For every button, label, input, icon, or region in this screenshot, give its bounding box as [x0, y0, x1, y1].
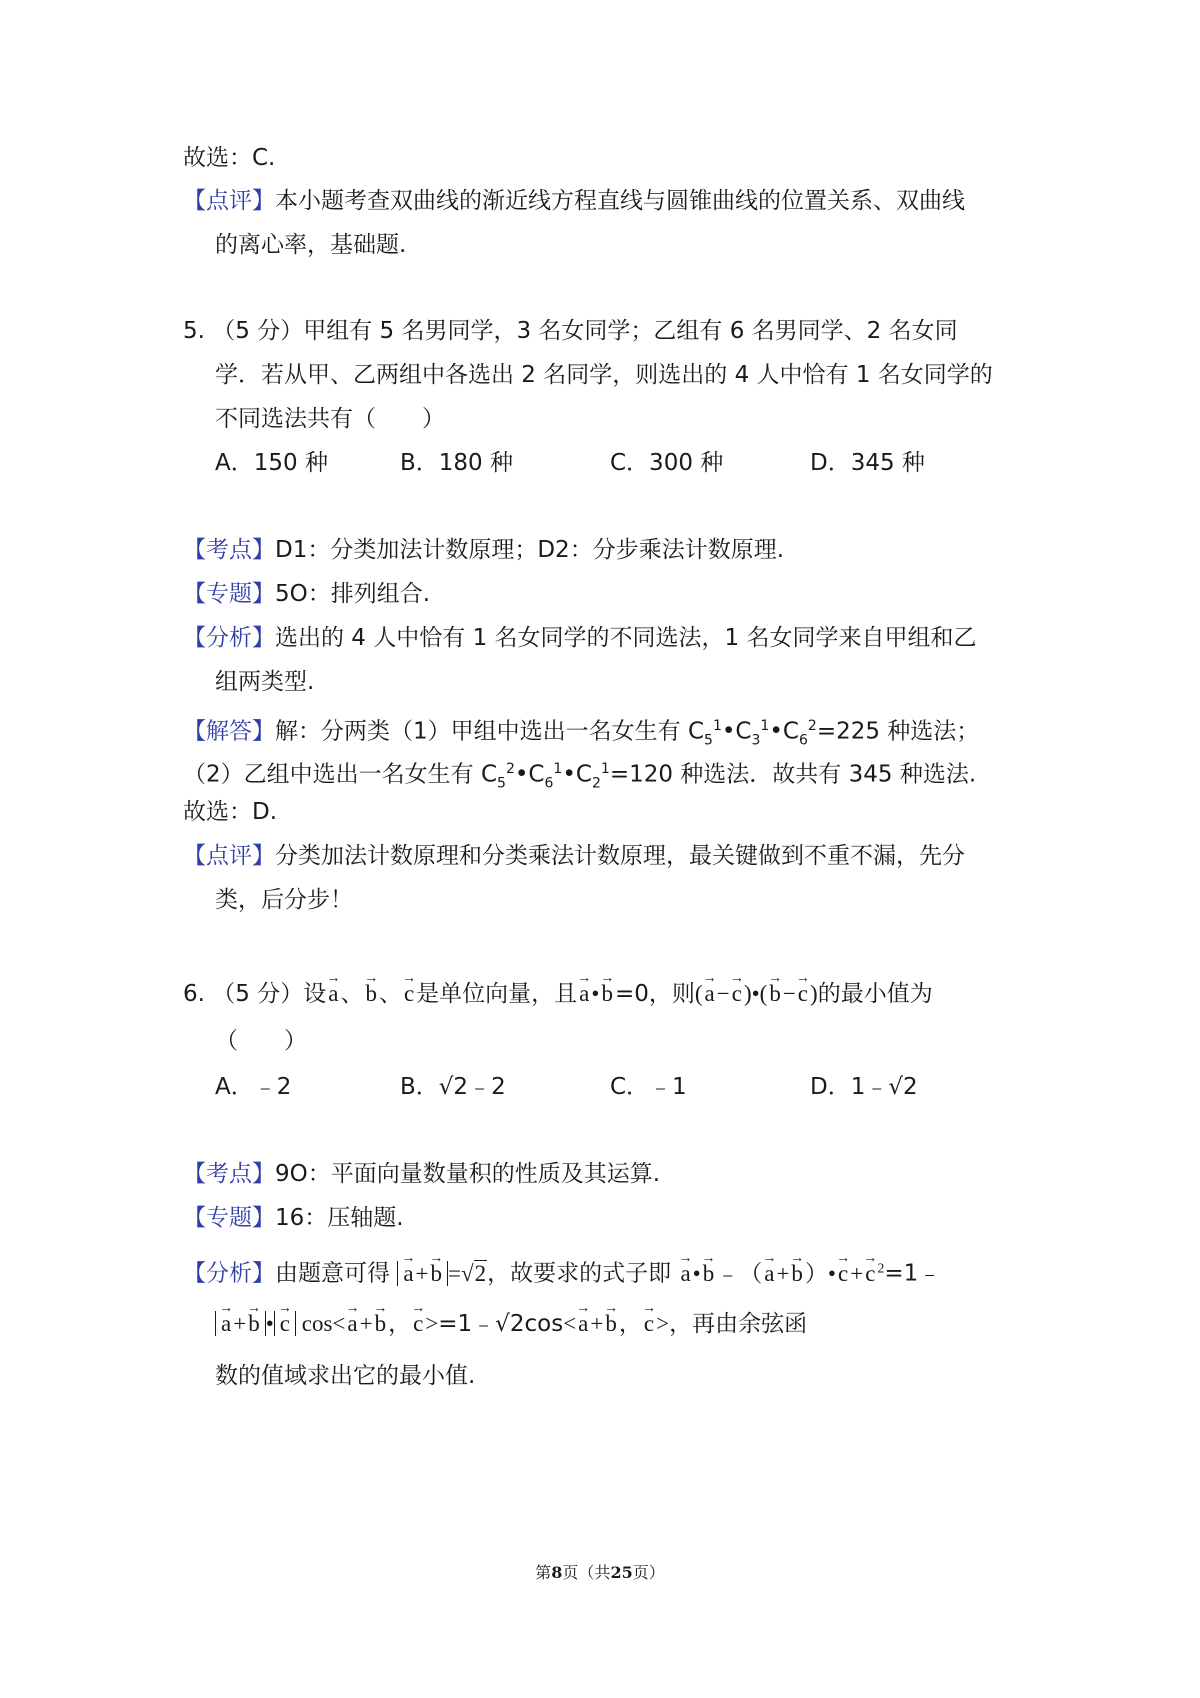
- q5-option-c: C．300 种: [610, 450, 724, 476]
- q6-paren: （ ）: [215, 1028, 307, 1054]
- fenxi-text-b: ，故要求的式子即: [487, 1260, 672, 1287]
- dianping-text: 分类加法计数原理和分类乘法计数原理，最关键做到不重不漏，先分: [275, 843, 965, 869]
- kaodian-tag: 【考点】: [183, 537, 275, 563]
- q5-stem-text: 甲组有 5 名男同学，3 名女同学；乙组有 6 名男同学、2 名女同: [303, 318, 958, 344]
- q6-stem-d: 的最小值为: [817, 981, 933, 1007]
- q5-answer: 故选：D.: [183, 799, 278, 825]
- q6-number: 6.: [183, 981, 205, 1007]
- zhuanti-tag: 【专题】: [183, 1205, 275, 1231]
- q5-jieda-line-1: 【解答】解：分两类（1）甲组中选出一名女生有 $C_5^1•C_3^1•C_6^2=225$ 种选法；: [183, 718, 980, 749]
- review-tag: 【点评】: [183, 188, 275, 214]
- q6-stem-c: =0，则: [614, 981, 695, 1007]
- q5-jieda-line-2: （2）乙组中选出一名女生有 $C_5^2•C_6^1•C_2^1=120$ 种选法．故共有 345 种选法.: [183, 761, 977, 792]
- q5-option-b: B．180 种: [400, 450, 513, 476]
- q5-dianping-line-2: 类，后分步！: [215, 887, 353, 913]
- jieda-text-a: 解：分两类（1）甲组中选出一名女生有 C: [275, 718, 705, 745]
- fenxi-text: 选出的 4 人中恰有 1 名女同学的不同选法，1 名女同学来自甲组和乙: [275, 625, 977, 651]
- q6-fenxi-line-1: 【分析】由题意可得 → a+→ b =√2，故要求的式子即 → a•→ b﹣（→ a+→ b）•→ c+→ c $^2$=1﹣: [183, 1255, 941, 1288]
- prev-review-line-2: 的离心率，基础题.: [215, 232, 407, 258]
- q5-score: （5 分）: [212, 318, 304, 344]
- kaodian-text: 9O：平面向量数量积的性质及其运算.: [275, 1161, 661, 1187]
- q6-option-d: D．1﹣√2: [810, 1074, 918, 1100]
- q6-stem-a: 设: [303, 981, 327, 1007]
- page-number: 8: [551, 1563, 563, 1582]
- q6-fenxi-line-2: → a+→ b •→ c cos<→ a+→ b，→ c>=1﹣√2cos<→ a+→ b，→ c>，再由余弦函: [215, 1310, 807, 1338]
- q5-kaodian: [183, 536, 784, 564]
- fenxi-tag: 【分析】: [183, 1260, 275, 1287]
- fenxi-text-e: ，再由余弦函: [669, 1311, 808, 1337]
- kaodian-tag: 【考点】: [183, 1161, 275, 1187]
- jieda-text-b: =225 种选法；: [816, 718, 980, 745]
- q5-number: 5.: [183, 318, 205, 344]
- q6-option-b: B．√2﹣2: [400, 1074, 506, 1100]
- zhuanti-text: 5O：排列组合.: [275, 581, 431, 607]
- q6-stem-line-1: 6. （5 分）设→ a、→ b、→ c是单位向量，且→ a•→ b=0，则(→ a−→ c)•(→ b−→ c)的最小值为: [183, 980, 933, 1008]
- dianping-tag: 【点评】: [183, 843, 275, 869]
- q5-fenxi-line-1: [183, 624, 976, 652]
- prev-answer: 故选：C.: [183, 145, 276, 171]
- fenxi-tag: 【分析】: [183, 625, 275, 651]
- prev-review-line-1: [183, 187, 965, 215]
- q5-stem-line-3: 不同选法共有（ ）: [215, 406, 445, 432]
- review-text: 本小题考查双曲线的渐近线方程直线与圆锥曲线的位置关系、双曲线: [275, 188, 965, 214]
- zhuanti-text: 16：压轴题.: [275, 1205, 404, 1231]
- q6-option-c: C．﹣1: [610, 1074, 687, 1100]
- q5-stem-line-1: [183, 317, 958, 345]
- page-footer: 第8页（共25页）: [535, 1563, 665, 1582]
- fenxi-text-a: 由题意可得: [275, 1260, 390, 1287]
- jieda-text-d: =120 种选法．故共有 345 种选法.: [609, 761, 977, 788]
- q6-stem-b: 是单位向量，且: [416, 981, 578, 1007]
- q5-fenxi-line-2: 组两类型.: [215, 669, 315, 695]
- q5-dianping-line-1: [183, 842, 965, 870]
- q5-zhuanti: [183, 580, 430, 608]
- q6-fenxi-line-3: 数的值域求出它的最小值.: [215, 1363, 476, 1389]
- q6-kaodian: [183, 1160, 660, 1188]
- zhuanti-tag: 【专题】: [183, 581, 275, 607]
- q5-option-d: D．345 种: [810, 450, 925, 476]
- jieda-text-c: （2）乙组中选出一名女生有 C: [183, 761, 498, 788]
- q6-option-a: A．﹣2: [215, 1074, 292, 1100]
- q6-zhuanti: [183, 1204, 404, 1232]
- fenxi-text-c: =1﹣: [884, 1260, 942, 1287]
- q6-score: （5 分）: [212, 981, 304, 1007]
- kaodian-text: D1：分类加法计数原理；D2：分步乘法计数原理.: [275, 537, 784, 563]
- q5-stem-line-2: 学．若从甲、乙两组中各选出 2 名同学，则选出的 4 人中恰有 1 名女同学的: [215, 362, 993, 388]
- jieda-tag: 【解答】: [183, 718, 275, 745]
- q5-option-a: A．150 种: [215, 450, 328, 476]
- page-total: 25: [610, 1563, 633, 1582]
- fenxi-text-d: =1﹣√2cos: [438, 1311, 564, 1337]
